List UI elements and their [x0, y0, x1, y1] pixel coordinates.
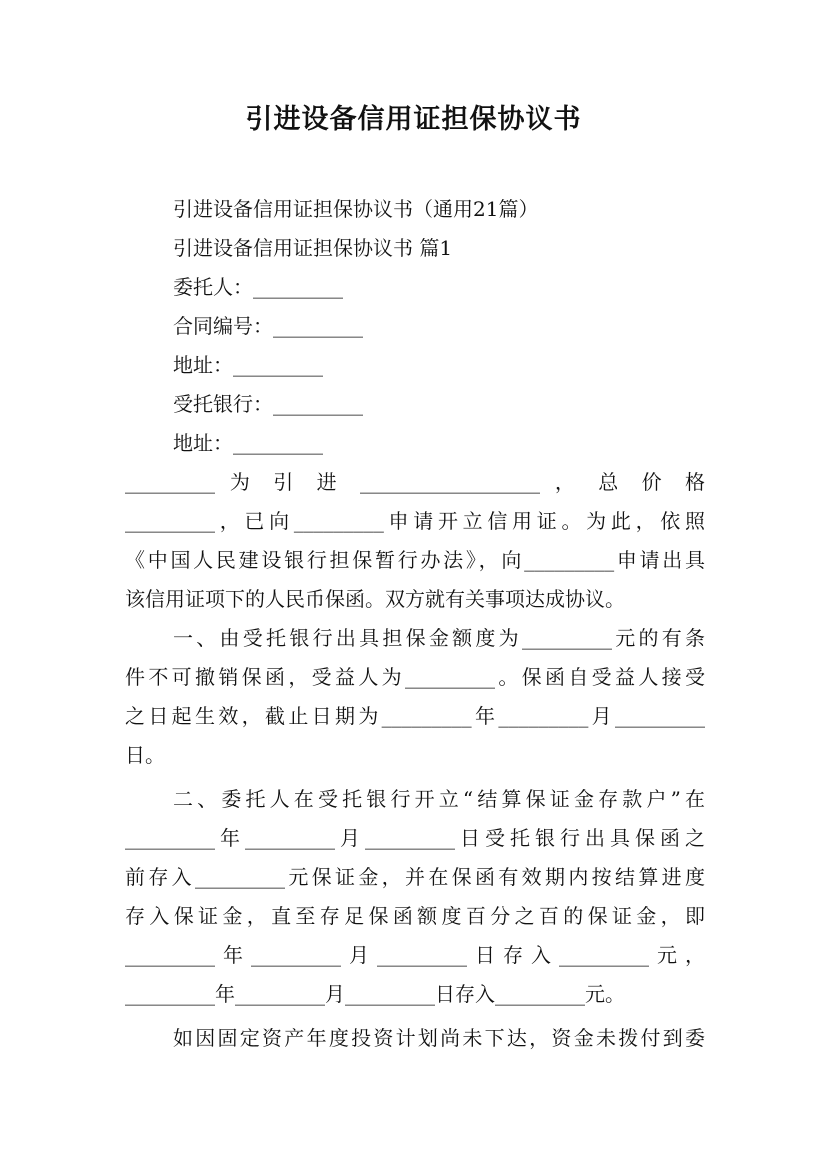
clause-1-line: 之日起生效，截止日期为_________年_________月_________ [125, 704, 705, 728]
clause-2-line: 二、委托人在受托银行开立“结算保证金存款户”在 [173, 787, 705, 811]
clause-2-line: 存入保证金，直至存足保函额度百分之百的保证金，即 [125, 904, 705, 928]
field-contract-number: 合同编号：_________ [173, 314, 363, 338]
clause-1-line: 一、由受托银行出具担保金额度为_________元的有条 [173, 626, 705, 650]
paragraph-line: _________ 为 引 进 __________________ ， 总 价 格 [125, 470, 705, 494]
clause-1-line: 件不可撤销保函，受益人为_________。保函自受益人接受 [125, 665, 705, 689]
field-trustee-bank: 受托银行：_________ [173, 392, 363, 416]
clause-2-line: _________年_________月_________日存入_________元。 [125, 982, 625, 1006]
paragraph-line: _________，已向_________申请开立信用证。为此，依照 [125, 509, 705, 533]
clause-1-line: 日。 [125, 743, 165, 767]
clause-2-line: _________年_________月_________日存入_________元， [125, 943, 705, 967]
subtitle-line: 引进设备信用证担保协议书（通用21篇） [173, 197, 539, 221]
clause-2-continued-line: 如因固定资产年度投资计划尚未下达，资金未拨付到委 [173, 1026, 705, 1050]
document-body [125, 190, 705, 1058]
clause-2-line: 前存入_________元保证金，并在保函有效期内按结算进度 [125, 865, 705, 889]
paragraph-line: 该信用证项下的人民币保函。双方就有关事项达成协议。 [125, 587, 625, 611]
document-title: 引进设备信用证担保协议书 [245, 104, 582, 135]
section-heading: 引进设备信用证担保协议书 篇1 [173, 236, 453, 260]
field-principal: 委托人：_________ [173, 275, 343, 299]
paragraph-line: 《中国人民建设银行担保暂行办法》，向_________申请出具 [125, 548, 705, 572]
clause-2-line: _________年_________月_________日受托银行出具保函之 [125, 826, 705, 850]
field-principal-address: 地址：_________ [173, 353, 323, 377]
field-bank-address: 地址：_________ [173, 431, 323, 455]
